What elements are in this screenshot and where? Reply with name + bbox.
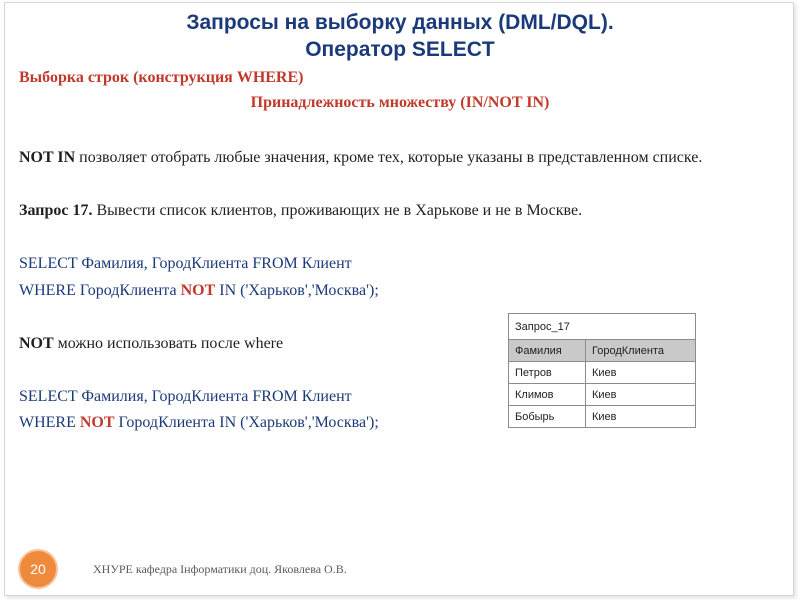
note-text: можно использовать после where bbox=[53, 335, 284, 352]
notin-keyword: NOT IN bbox=[19, 149, 76, 166]
sql1-line-2 bbox=[19, 282, 379, 300]
section-subtitle: Выборка строк (конструкция WHERE) bbox=[19, 69, 304, 86]
note-keyword: NOT bbox=[19, 335, 54, 352]
footer-text: ХНУРЕ кафедра Інформатики доц. Яковлева О.В. bbox=[93, 562, 347, 576]
table-row bbox=[509, 384, 696, 406]
page-number-badge bbox=[18, 549, 58, 589]
title-line-2: Оператор SELECT bbox=[305, 38, 495, 61]
title-line-1: Запросы на выборку данных (DML/DQL). bbox=[186, 11, 614, 34]
page-number: 20 bbox=[30, 561, 46, 577]
sql1-line-1: SELECT Фамилия, ГородКлиента FROM Клиент bbox=[19, 255, 352, 272]
notin-description bbox=[19, 149, 702, 167]
sql1-line-2-b: IN ('Харьков','Москва'); bbox=[215, 282, 379, 299]
slide-title bbox=[5, 9, 795, 63]
sql2-line-1: SELECT Фамилия, ГородКлиента FROM Клиент bbox=[19, 388, 352, 405]
not-note bbox=[19, 335, 283, 353]
result-table bbox=[508, 313, 696, 428]
sql2-line-2-a: WHERE bbox=[19, 414, 80, 431]
sql2-not-keyword: NOT bbox=[79, 414, 115, 431]
sql1-line-2-a: WHERE ГородКлиента bbox=[19, 282, 181, 299]
table-cell: Бобырь bbox=[509, 406, 586, 428]
sql2-line-2 bbox=[19, 414, 379, 432]
header-familiya: Фамилия bbox=[509, 340, 586, 362]
slide bbox=[4, 2, 794, 596]
table-caption: Запрос_17 bbox=[509, 314, 696, 340]
table-row bbox=[509, 362, 696, 384]
header-gorod: ГородКлиента bbox=[586, 340, 696, 362]
table-cell: Киев bbox=[586, 406, 696, 428]
query-text: Вывести список клиентов, проживающих не в Харькове и не в Москве. bbox=[92, 202, 583, 219]
sql2-line-2-b: ГородКлиента IN ('Харьков','Москва'); bbox=[114, 414, 379, 431]
notin-text: позволяет отобрать любые значения, кроме тех, которые указаны в представленном списке. bbox=[75, 149, 703, 166]
table-cell: Киев bbox=[586, 362, 696, 384]
table-caption-row bbox=[509, 314, 696, 340]
table-cell: Петров bbox=[509, 362, 586, 384]
table-cell: Климов bbox=[509, 384, 586, 406]
query-label: Запрос 17. bbox=[19, 202, 93, 219]
table-cell: Киев bbox=[586, 384, 696, 406]
table-row bbox=[509, 406, 696, 428]
section-subtitle-2: Принадлежность множеству (IN/NOT IN) bbox=[250, 94, 550, 111]
table-header-row bbox=[509, 340, 696, 362]
sql1-not-keyword: NOT bbox=[180, 282, 216, 299]
query-statement bbox=[19, 202, 582, 220]
